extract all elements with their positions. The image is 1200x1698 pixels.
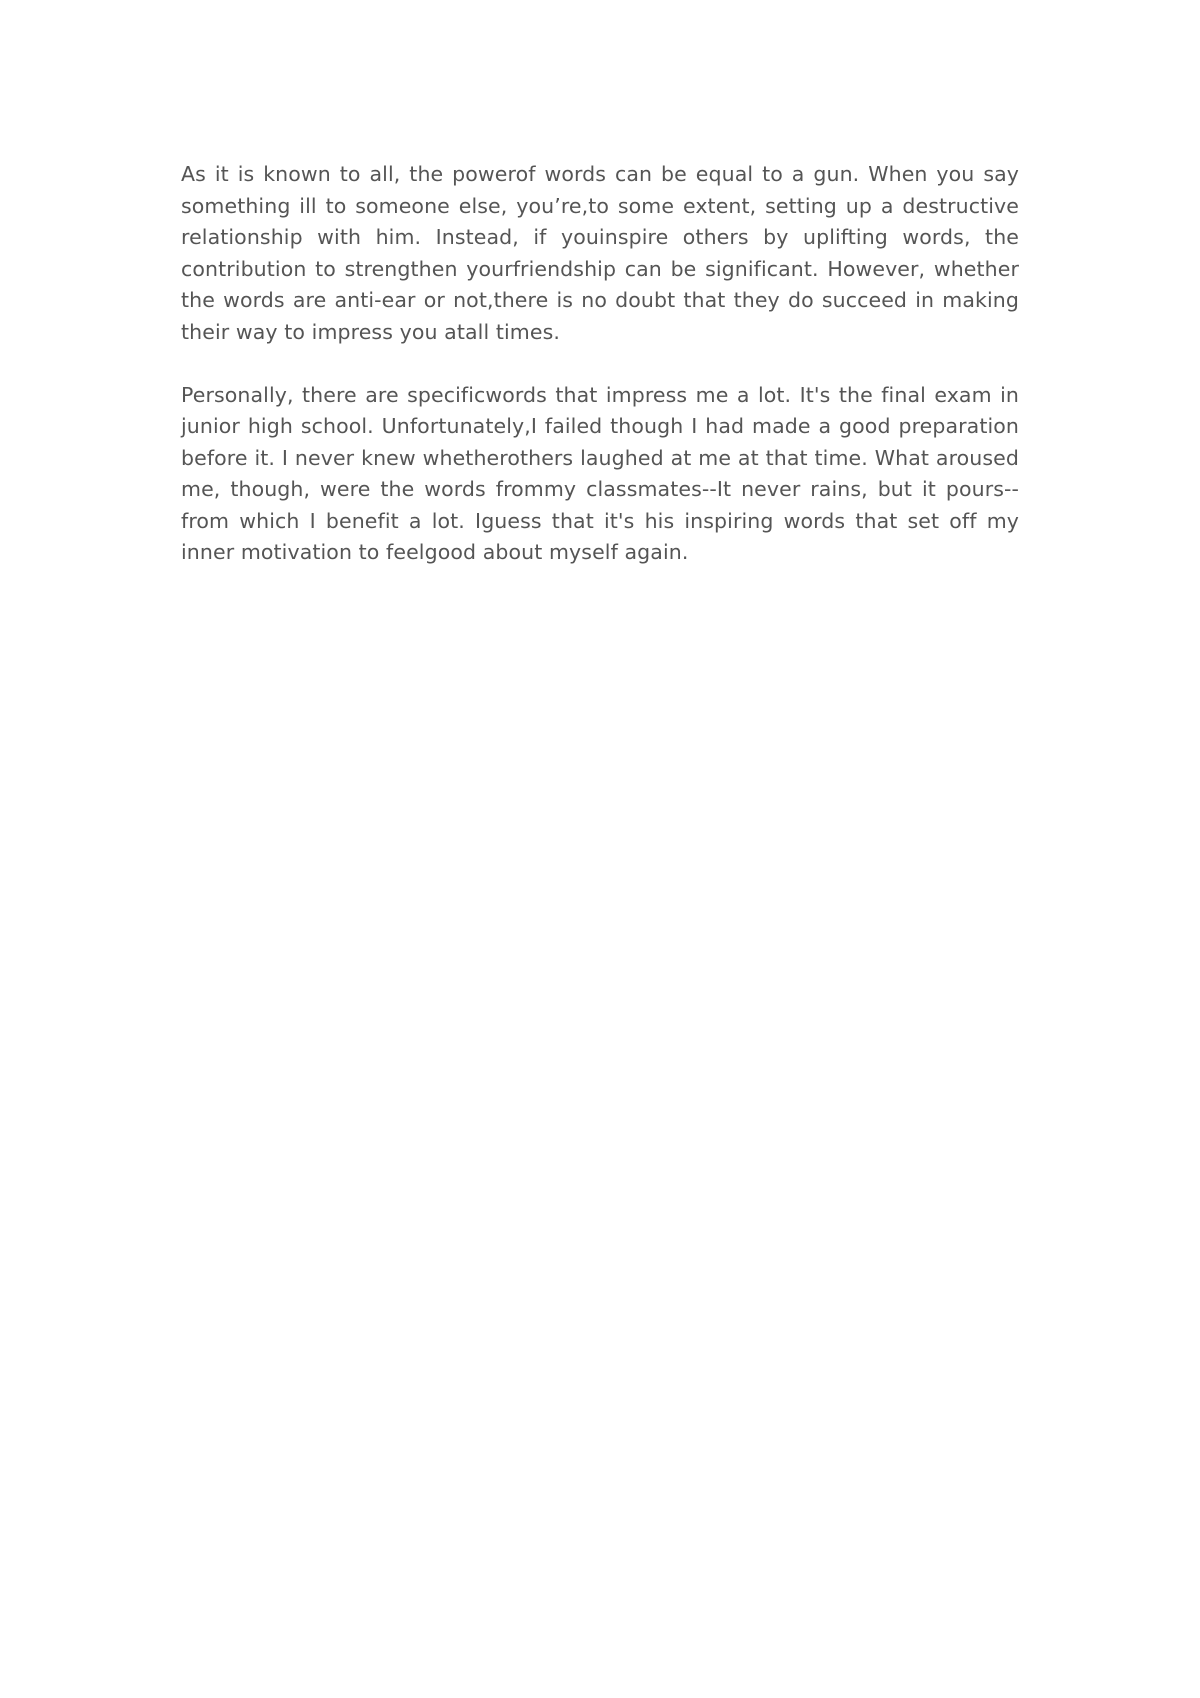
paragraph-2: Personally, there are specificwords that impress me a lot. It's the final exam in junior high school. Unfortunately,I failed though I had made a good preparation before it. I never knew whetherothers laughed at me at that time. What aroused me, though, were the words frommy classmates--It never rains, but it pours--from which I benefit a lot. Iguess that it's his inspiring words that set off my inner motivation to feelgood about myself again. <box>181 382 1019 564</box>
paragraph-1: As it is known to all, the powerof words can be equal to a gun. When you say something ill to someone else, you’re,to some extent, setting up a destructive relationship with him. Instead, if youinspire others by uplifting words, the contribution to strengthen yourfriendship can be significant. However, whether the words are anti-ear or not,there is no doubt that they do succeed in making their way to impress you atall times. <box>181 162 1019 344</box>
document-body <box>181 159 1019 569</box>
